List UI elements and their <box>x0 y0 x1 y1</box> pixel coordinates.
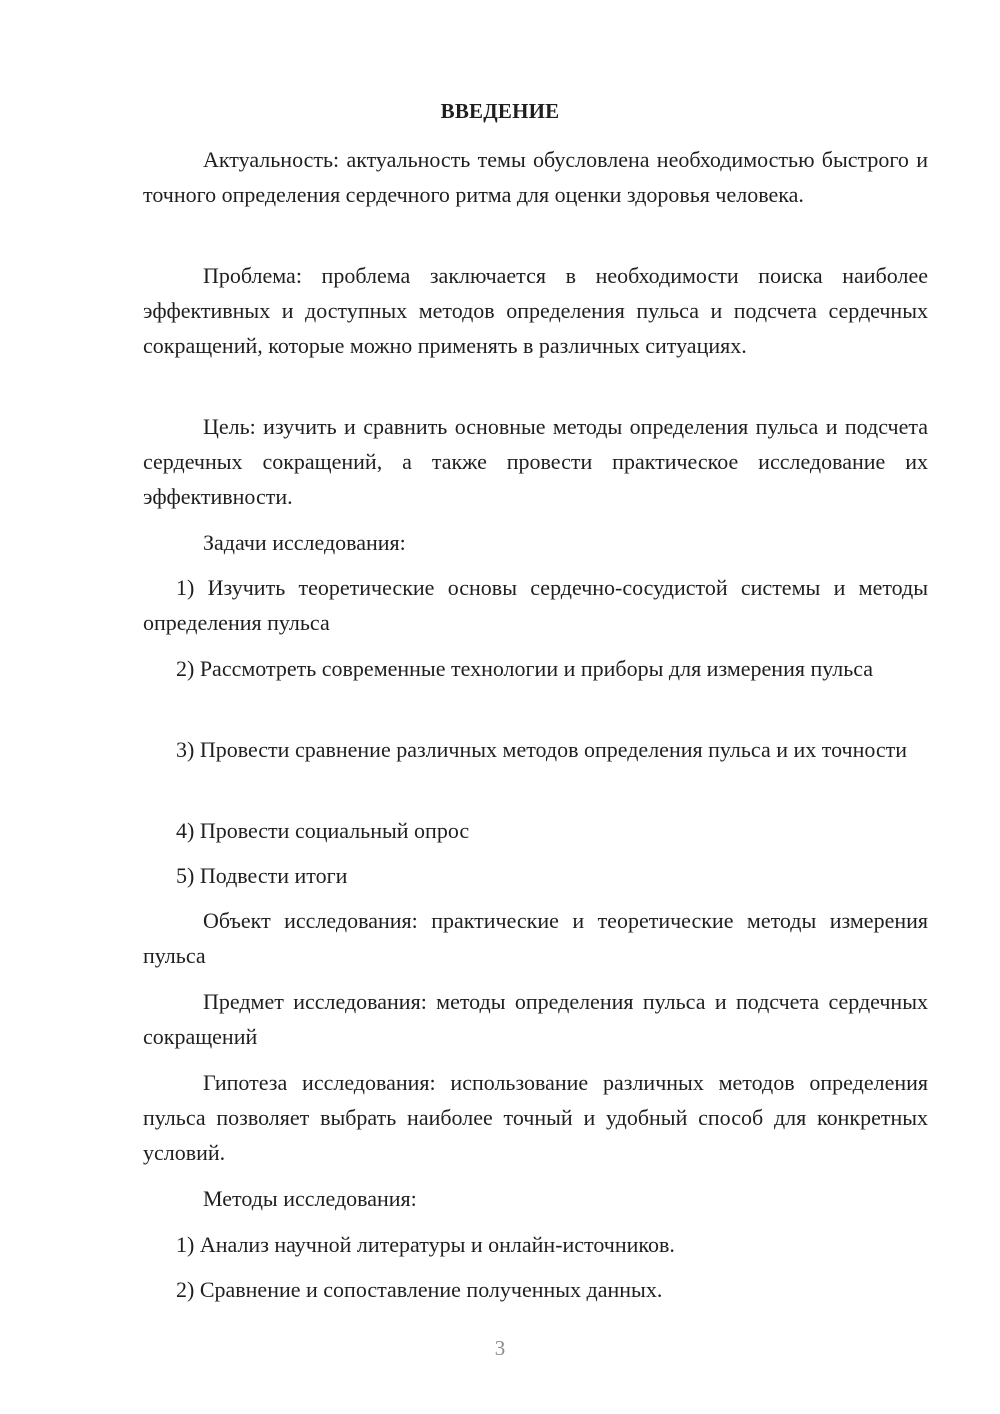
paragraph-relevance: Актуальность: актуальность темы обусловлена необходимостью быстрого и точного определения сердечного ритма для оценки здоровья человека. <box>143 147 928 207</box>
page-number: 3 <box>494 1336 506 1360</box>
list-item: 1) Изучить теоретические основы сердечно-сосудистой системы и методы определения пульса <box>143 575 928 635</box>
paragraph-tasks-title: Задачи исследования: <box>203 530 406 555</box>
paragraph-methods-title: Методы исследования: <box>203 1186 417 1211</box>
list-item: 2) Сравнение и сопоставление полученных данных. <box>176 1277 663 1302</box>
paragraph-problem: Проблема: проблема заключается в необходимости поиска наиболее эффективных и доступных методов определения пульса и подсчета сердечных сокращений, которые можно применять в различных ситуациях. <box>143 263 928 358</box>
paragraph-object: Объект исследования: практические и теоретические методы измерения пульса <box>143 908 928 968</box>
page-title: ВВЕДЕНИЕ <box>440 99 560 123</box>
list-item: 2) Рассмотреть современные технологии и приборы для измерения пульса <box>176 656 874 681</box>
paragraph-goal: Цель: изучить и сравнить основные методы определения пульса и подсчета сердечных сокращений, а также провести практическое исследование их эффективности. <box>143 414 928 509</box>
list-item: 3) Провести сравнение различных методов определения пульса и их точности <box>176 737 908 762</box>
paragraph-subject: Предмет исследования: методы определения пульса и подсчета сердечных сокращений <box>143 989 928 1049</box>
list-item: 1) Анализ научной литературы и онлайн-источников. <box>176 1232 675 1257</box>
paragraph-hypothesis: Гипотеза исследования: использование различных методов определения пульса позволяет выбрать наиболее точный и удобный способ для конкретных условий. <box>143 1070 928 1165</box>
list-item: 4) Провести социальный опрос <box>176 818 470 843</box>
list-item: 5) Подвести итоги <box>176 863 348 888</box>
